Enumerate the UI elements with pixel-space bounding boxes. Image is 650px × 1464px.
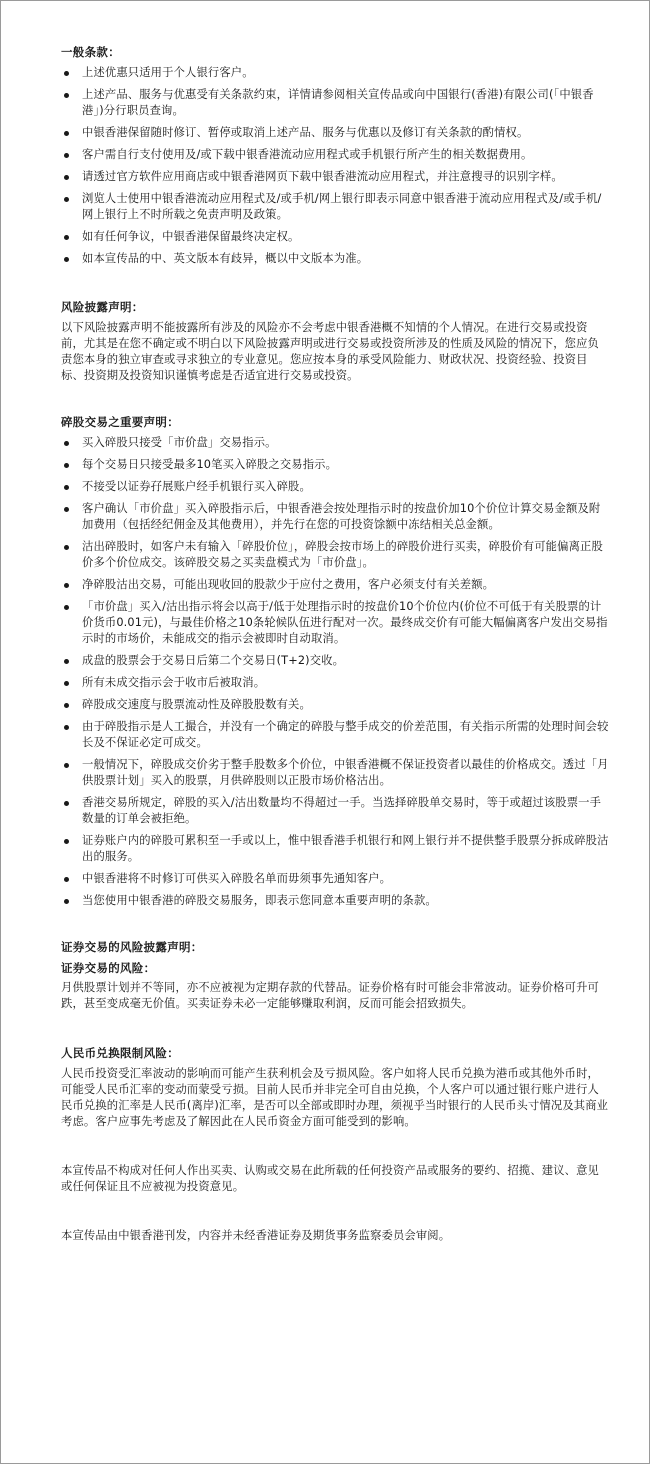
- issuer-note: 本宣传品由中银香港刊发，内容并未经香港证券及期货事务监察委员会审阅。: [61, 1229, 451, 1242]
- general-terms-list: [61, 65, 609, 267]
- list-item: 成盘的股票会于交易日后第二个交易日(T+2)交收。: [61, 653, 609, 669]
- list-item: 由于碎股指示是人工撮合，并没有一个确定的碎股与整手成交的价差范围，有关指示所需的处理时间会较长及不保证必定可成交。: [61, 719, 609, 751]
- list-item: 所有未成交指示会于收市后被取消。: [61, 675, 609, 691]
- risk-disclosure-section: [61, 299, 609, 384]
- rmb-risk-text: 人民币投资受汇率波动的影响而可能产生获利机会及亏损风险。客户如将人民币兑换为港币或其他外币时，可能受人民币汇率的变动而蒙受亏损。目前人民币并非完全可自由兑换，个人客户可以通过银行账户进行人民币兑换的汇率是人民币(离岸)汇率，是否可以全部或即时办理，须视乎当时银行的人民币头寸情况及其商业考虑。客户应事先考虑及了解因此在人民币资金方面可能受到的影响。: [61, 1067, 609, 1128]
- list-item: 香港交易所规定，碎股的买入/沽出数量均不得超过一手。当选择碎股单交易时，等于或超过该股票一手数量的订单会被拒绝。: [61, 795, 609, 827]
- list-item: 「市价盘」买入/沽出指示将会以高于/低于处理指示时的按盘价10个价位内(价位不可低于有关股票的计价货币0.01元)，与最佳价格之10条轮候队伍进行配对一次。最终成交价有可能大幅偏离客户发出交易指示时的市场价，未能成交的指示会被即时自动取消。: [61, 599, 609, 647]
- list-item: 净碎股沽出交易，可能出现收回的股款少于应付之费用，客户必须支付有关差额。: [61, 577, 609, 593]
- list-item: 碎股成交速度与股票流动性及碎股股数有关。: [61, 697, 609, 713]
- list-item: 上述产品、服务与优惠受有关条款约束，详情请参阅相关宣传品或向中国银行(香港)有限公司(「中银香港」)分行职员查询。: [61, 87, 609, 119]
- list-item: 上述优惠只适用于个人银行客户。: [61, 65, 609, 81]
- odd-lot-section: [61, 414, 609, 909]
- list-item: 浏览人士使用中银香港流动应用程式及/或手机/网上银行即表示同意中银香港于流动应用程式及/或手机/网上银行上不时所载之免责声明及政策。: [61, 191, 609, 223]
- securities-risk-section: [61, 939, 609, 1012]
- list-item: 沽出碎股时，如客户未有输入「碎股价位」，碎股会按市场上的碎股价进行买卖，碎股价有可能偏离正股价多个价位成交。该碎股交易之买卖盘模式为「市价盘」。: [61, 539, 609, 571]
- list-item: 证券账户内的碎股可累积至一手或以上，惟中银香港手机银行和网上银行并不提供整手股票分拆成碎股沽出的服务。: [61, 833, 609, 865]
- list-item: 客户确认「市价盘」买入碎股指示后，中银香港会按处理指示时的按盘价加10个价位计算交易金额及附加费用（包括经纪佣金及其他费用），并先行在您的可投资馀额中冻结相关总金额。: [61, 501, 609, 533]
- list-item: 如本宣传品的中、英文版本有歧异，概以中文版本为准。: [61, 251, 609, 267]
- list-item: 如有任何争议，中银香港保留最终决定权。: [61, 229, 609, 245]
- general-terms-heading: 一般条款：: [61, 45, 120, 59]
- risk-disclosure-text: 以下风险披露声明不能披露所有涉及的风险亦不会考虑中银香港概不知情的个人情况。在进行交易或投资前，尤其是在您不确定或不明白以下风险披露声明或进行交易或投资所涉及的性质及风险的情况下，您应负责您本身的独立审查或寻求独立的专业意见。您应按本身的承受风险能力、财政状况、投资经验、投资目标、投资期及投资知识谨慎考虑是否适宜进行交易或投资。: [61, 321, 600, 382]
- risk-disclosure-heading: 风险披露声明：: [61, 300, 144, 314]
- odd-lot-heading: 碎股交易之重要声明：: [61, 415, 179, 429]
- list-item: 请透过官方软件应用商店或中银香港网页下载中银香港流动应用程式，并注意搜寻的识别字样。: [61, 169, 609, 185]
- securities-risk-text: 月供股票计划并不等同，亦不应被视为定期存款的代替品。证券价格有时可能会非常波动。证券价格可升可跌，甚至变成毫无价值。买卖证券未必一定能够赚取利润，反而可能会招致损失。: [61, 981, 600, 1010]
- offer-disclaimer: 本宣传品不构成对任何人作出买卖、认购或交易在此所载的任何投资产品或服务的要约、招揽、建议、意见或任何保证且不应被视为投资意见。: [61, 1164, 600, 1193]
- list-item: 客户需自行支付使用及/或下载中银香港流动应用程式或手机银行所产生的相关数据费用。: [61, 147, 609, 163]
- list-item: 中银香港将不时修订可供买入碎股名单而毋须事先通知客户。: [61, 871, 609, 887]
- rmb-risk-heading: 人民币兑换限制风险：: [61, 1046, 179, 1060]
- list-item: 不接受以证券孖展账户经手机银行买入碎股。: [61, 479, 609, 495]
- list-item: 一般情况下，碎股成交价劣于整手股数多个价位，中银香港概不保证投资者以最佳的价格成交。透过「月供股票计划」买入的股票，月供碎股则以正股市场价格沽出。: [61, 757, 609, 789]
- securities-risk-heading: 证券交易的风险披露声明：: [61, 940, 203, 954]
- securities-risk-subheading: 证券交易的风险：: [61, 961, 156, 975]
- odd-lot-list: [61, 435, 609, 909]
- list-item: 每个交易日只接受最多10笔买入碎股之交易指示。: [61, 457, 609, 473]
- list-item: 中银香港保留随时修订、暂停或取消上述产品、服务与优惠以及修订有关条款的酌情权。: [61, 125, 609, 141]
- list-item: 买入碎股只接受「市价盘」交易指示。: [61, 435, 609, 451]
- general-terms-section: [61, 44, 609, 267]
- rmb-risk-section: [61, 1045, 609, 1130]
- list-item: 当您使用中银香港的碎股交易服务，即表示您同意本重要声明的条款。: [61, 893, 609, 909]
